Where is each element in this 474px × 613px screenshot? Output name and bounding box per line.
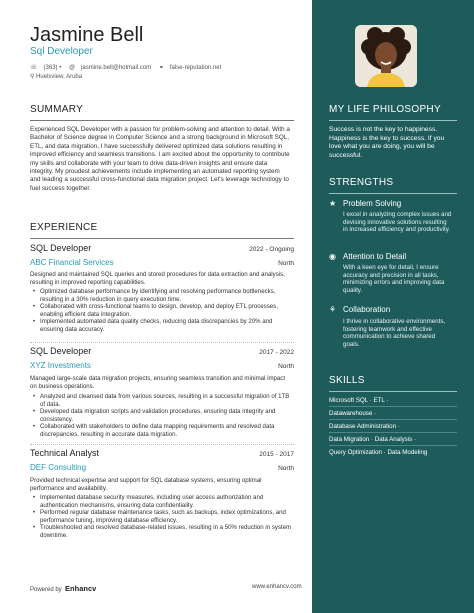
footer-powered-by [30,584,96,593]
job-bullets [30,494,292,540]
skill-divider [329,432,457,433]
skills-rule [329,391,457,392]
email-link[interactable]: jasmine.bell@hotmail.com [81,65,152,71]
skill-item: Query Optimization · Data Modeling [329,449,428,456]
strength-title: Attention to Detail [343,252,407,261]
philosophy-heading: MY LIFE PHILOSOPHY [329,104,441,115]
job-location: North [278,260,294,267]
skills-heading: SKILLS [329,375,365,386]
job-bullets [30,288,292,334]
job-dates: 2017 - 2022 [259,349,294,356]
job-summary: Designed and maintained SQL queries and stored procedures for data extraction and analysis, resulting in improved reporting capabilities. [30,271,285,286]
phone-icon: ☏ [30,65,38,71]
avatar [355,25,417,87]
philosophy-text: Success is not the key to happiness. Happiness is the key to success. If you love what you are doing, you will be successful. [329,126,445,159]
list-item: • Troubleshooted and resolved database-related issues, resulting in a 50% reduction in system downtime. [30,524,292,539]
location-line [30,73,82,80]
list-item: • Performed regular database maintenance tasks, such as backups, index optimizations, and performance tuning, improving database efficiency. [30,509,292,524]
strength-text: With a keen eye for detail, I ensure accuracy and precision in all tasks, minimizing errors and improving data quality. [343,264,445,294]
powered-by-label: Powered by [30,587,62,593]
list-item: • Collaborated with cross-functional teams to design, develop, and deploy ETL processes, enabling efficient data integration. [30,303,292,318]
job-location: North [278,465,294,472]
company-name: ABC Financial Services [30,258,114,267]
handshake-icon: ⚘ [329,305,337,314]
list-item: • Developed data migration scripts and validation procedures, ensuring data integrity and consistency. [30,408,292,423]
pin-icon: ◉ [329,252,336,261]
company-name: DEF Consulting [30,463,87,472]
contact-line [30,64,227,71]
location-text: Huelsview, Aruba [36,74,83,80]
website-link[interactable]: false-reputation.net [169,65,222,71]
summary-text: Experienced SQL Developer with a passion for problem-solving and attention to detail. With a Bachelor of Science degree in Computer Science and a strong background in Microsoft SQL, ETL, and data migration, I have successfully delivered optimized data solutions resulting in improved efficiency and seamless transitions. I am excited about the opportunity to contribute my skills and collaborate with your team to drive data-driven insights and ensure data integrity. My proudest achievements include implementing an automated reporting system and leading a successful cross-functional data migration project. Let's leverage technology to fuel success together. [30,126,290,192]
list-item: • Implemented database security measures, including user access authorization and authentication mechanisms, ensuring data confidentiality. [30,494,292,509]
strength-text: I thrive in collaborative environments, fostering teamwork and effective communication to achieve shared goals. [343,318,446,348]
strength-text: I excel in analyzing complex issues and devising innovative solutions resulting in increased efficiency and productivity. [343,211,452,234]
experience-heading: EXPERIENCE [30,222,98,233]
job-location: North [278,363,294,370]
skill-divider [329,419,457,420]
list-item: • Analyzed and cleansed data from various sources, resulting in a successful migration of 1TB of data. [30,393,292,408]
job-title: SQL Developer [30,346,92,356]
divider [30,342,294,343]
footer-url[interactable]: www.enhancv.com [252,584,302,590]
phone-number: (363) • [43,65,62,71]
sidebar [312,0,474,613]
skill-item: Datawarehouse · [329,410,377,417]
link-icon: ⚭ [158,65,164,71]
summary-heading: SUMMARY [30,104,84,115]
email-icon: @ [68,65,76,71]
strength-title: Collaboration [343,305,391,314]
skill-item: Microsoft SQL · ETL · [329,397,389,404]
skill-divider [329,406,457,407]
list-item: • Optimized database performance by identifying and resolving performance bottlenecks, resulting in a 30% reduction in query execution time. [30,288,292,303]
skill-divider [329,445,457,446]
company-name: XYZ Investments [30,361,91,370]
skill-item: Data Migration · Data Analysis · [329,436,417,443]
job-dates: 2015 - 2017 [259,451,294,458]
star-icon: ★ [329,199,337,208]
job-title: SQL Developer [30,243,92,253]
divider [30,444,294,445]
philosophy-rule [329,120,457,121]
job-bullets [30,393,292,439]
job-dates: 2022 - Ongoing [249,246,294,253]
candidate-name: Jasmine Bell [30,24,144,46]
strengths-rule [329,193,457,194]
strength-title: Problem Solving [343,199,402,208]
location-icon: ⚲ [30,74,35,80]
strengths-heading: STRENGTHS [329,177,394,188]
experience-rule [30,238,294,239]
job-summary: Managed large-scale data migration projects, ensuring seamless transition and minimal impact on business operations. [30,375,286,390]
list-item: • Implemented automated data quality checks, reducing data discrepancies by 20% and ensuring data accuracy. [30,318,292,333]
enhancv-logo[interactable]: Enhancv [65,584,97,593]
summary-rule [30,120,294,121]
job-title: Technical Analyst [30,448,100,458]
list-item: • Collaborated with stakeholders to define data mapping requirements and resolved data discrepancies, resulting in accurate data migration. [30,423,292,438]
candidate-role: Sql Developer [30,46,93,57]
skill-item: Database Administration · [329,423,400,430]
avatar-image [355,25,417,87]
job-summary: Provided technical expertise and support for SQL database systems, ensuring optimal performance and availability. [30,477,262,492]
